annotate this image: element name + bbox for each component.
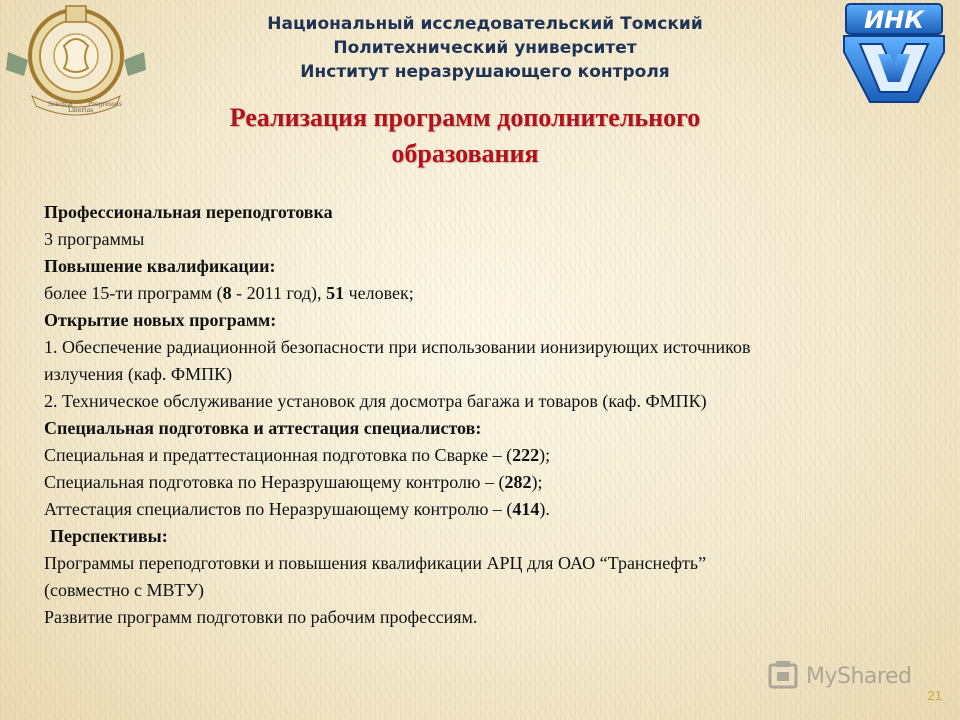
svg-text:ИНК: ИНК xyxy=(864,6,924,34)
header-line-3: Институт неразрушающего контроля xyxy=(300,62,670,82)
qualification-people-count: 51 xyxy=(326,283,345,303)
special-training-item-1: Специальная и предаттестационная подготовка по Сварке – (222); xyxy=(44,445,551,465)
header-line-2: Политехнический университет xyxy=(333,38,637,58)
svg-text:Libertas: Libertas xyxy=(68,107,94,114)
slide-title xyxy=(120,100,810,172)
prospects-line-3: Развитие программ подготовки по рабочим профессиям. xyxy=(44,607,478,627)
svg-text:Scientia: Scientia xyxy=(48,101,73,108)
qualification-text: более 15-ти программ (8 - 2011 год), 51 человек; xyxy=(44,283,414,303)
slide-title-line-1: Реализация программ дополнительного xyxy=(229,103,701,132)
page-number: 21 xyxy=(927,688,942,703)
prospects-line-2: (совместно с МВТУ) xyxy=(44,580,204,600)
section-heading-qualification: Повышение квалификации: xyxy=(44,256,276,276)
prospects-line-1: Программы переподготовки и повышения квалификации АРЦ для ОАО “Транснефть” xyxy=(44,553,707,573)
qualification-count-2011: 8 xyxy=(222,283,232,303)
slide-title-line-2: образования xyxy=(391,139,539,168)
section-heading-new-programs: Открытие новых программ: xyxy=(44,310,277,330)
slide-content xyxy=(44,199,944,631)
section-heading-special-training: Специальная подготовка и аттестация специалистов: xyxy=(44,418,482,438)
special-training-item-3: Аттестация специалистов по Неразрушающему контролю – (414). xyxy=(44,499,550,519)
welding-count: 222 xyxy=(512,445,540,465)
watermark-text: MyShared xyxy=(806,663,912,689)
ndt-certification-count: 414 xyxy=(512,499,540,519)
header-institution xyxy=(160,12,810,84)
myshared-watermark xyxy=(766,656,936,696)
special-training-item-2: Специальная подготовка по Неразрушающему контролю – (282); xyxy=(44,472,543,492)
ndt-training-count: 282 xyxy=(504,472,532,492)
new-program-item-2: 2. Техническое обслуживание установок для досмотра багажа и товаров (каф. ФМПК) xyxy=(44,391,707,411)
myshared-logo-icon xyxy=(766,661,800,691)
svg-text:Progressus: Progressus xyxy=(88,101,122,108)
section-heading-retraining: Профессиональная переподготовка xyxy=(44,202,333,222)
ink-institute-logo-icon xyxy=(838,2,950,106)
section-heading-prospects: Перспективы: xyxy=(50,526,168,546)
retraining-programs-text: 3 программы xyxy=(44,229,145,249)
new-program-item-1: 1. Обеспечение радиационной безопасности при использовании ионизирующих источников xyxy=(44,337,751,357)
header-line-1: Национальный исследовательский Томский xyxy=(267,14,703,34)
new-program-item-1-cont: излучения (каф. ФМПК) xyxy=(44,364,233,384)
